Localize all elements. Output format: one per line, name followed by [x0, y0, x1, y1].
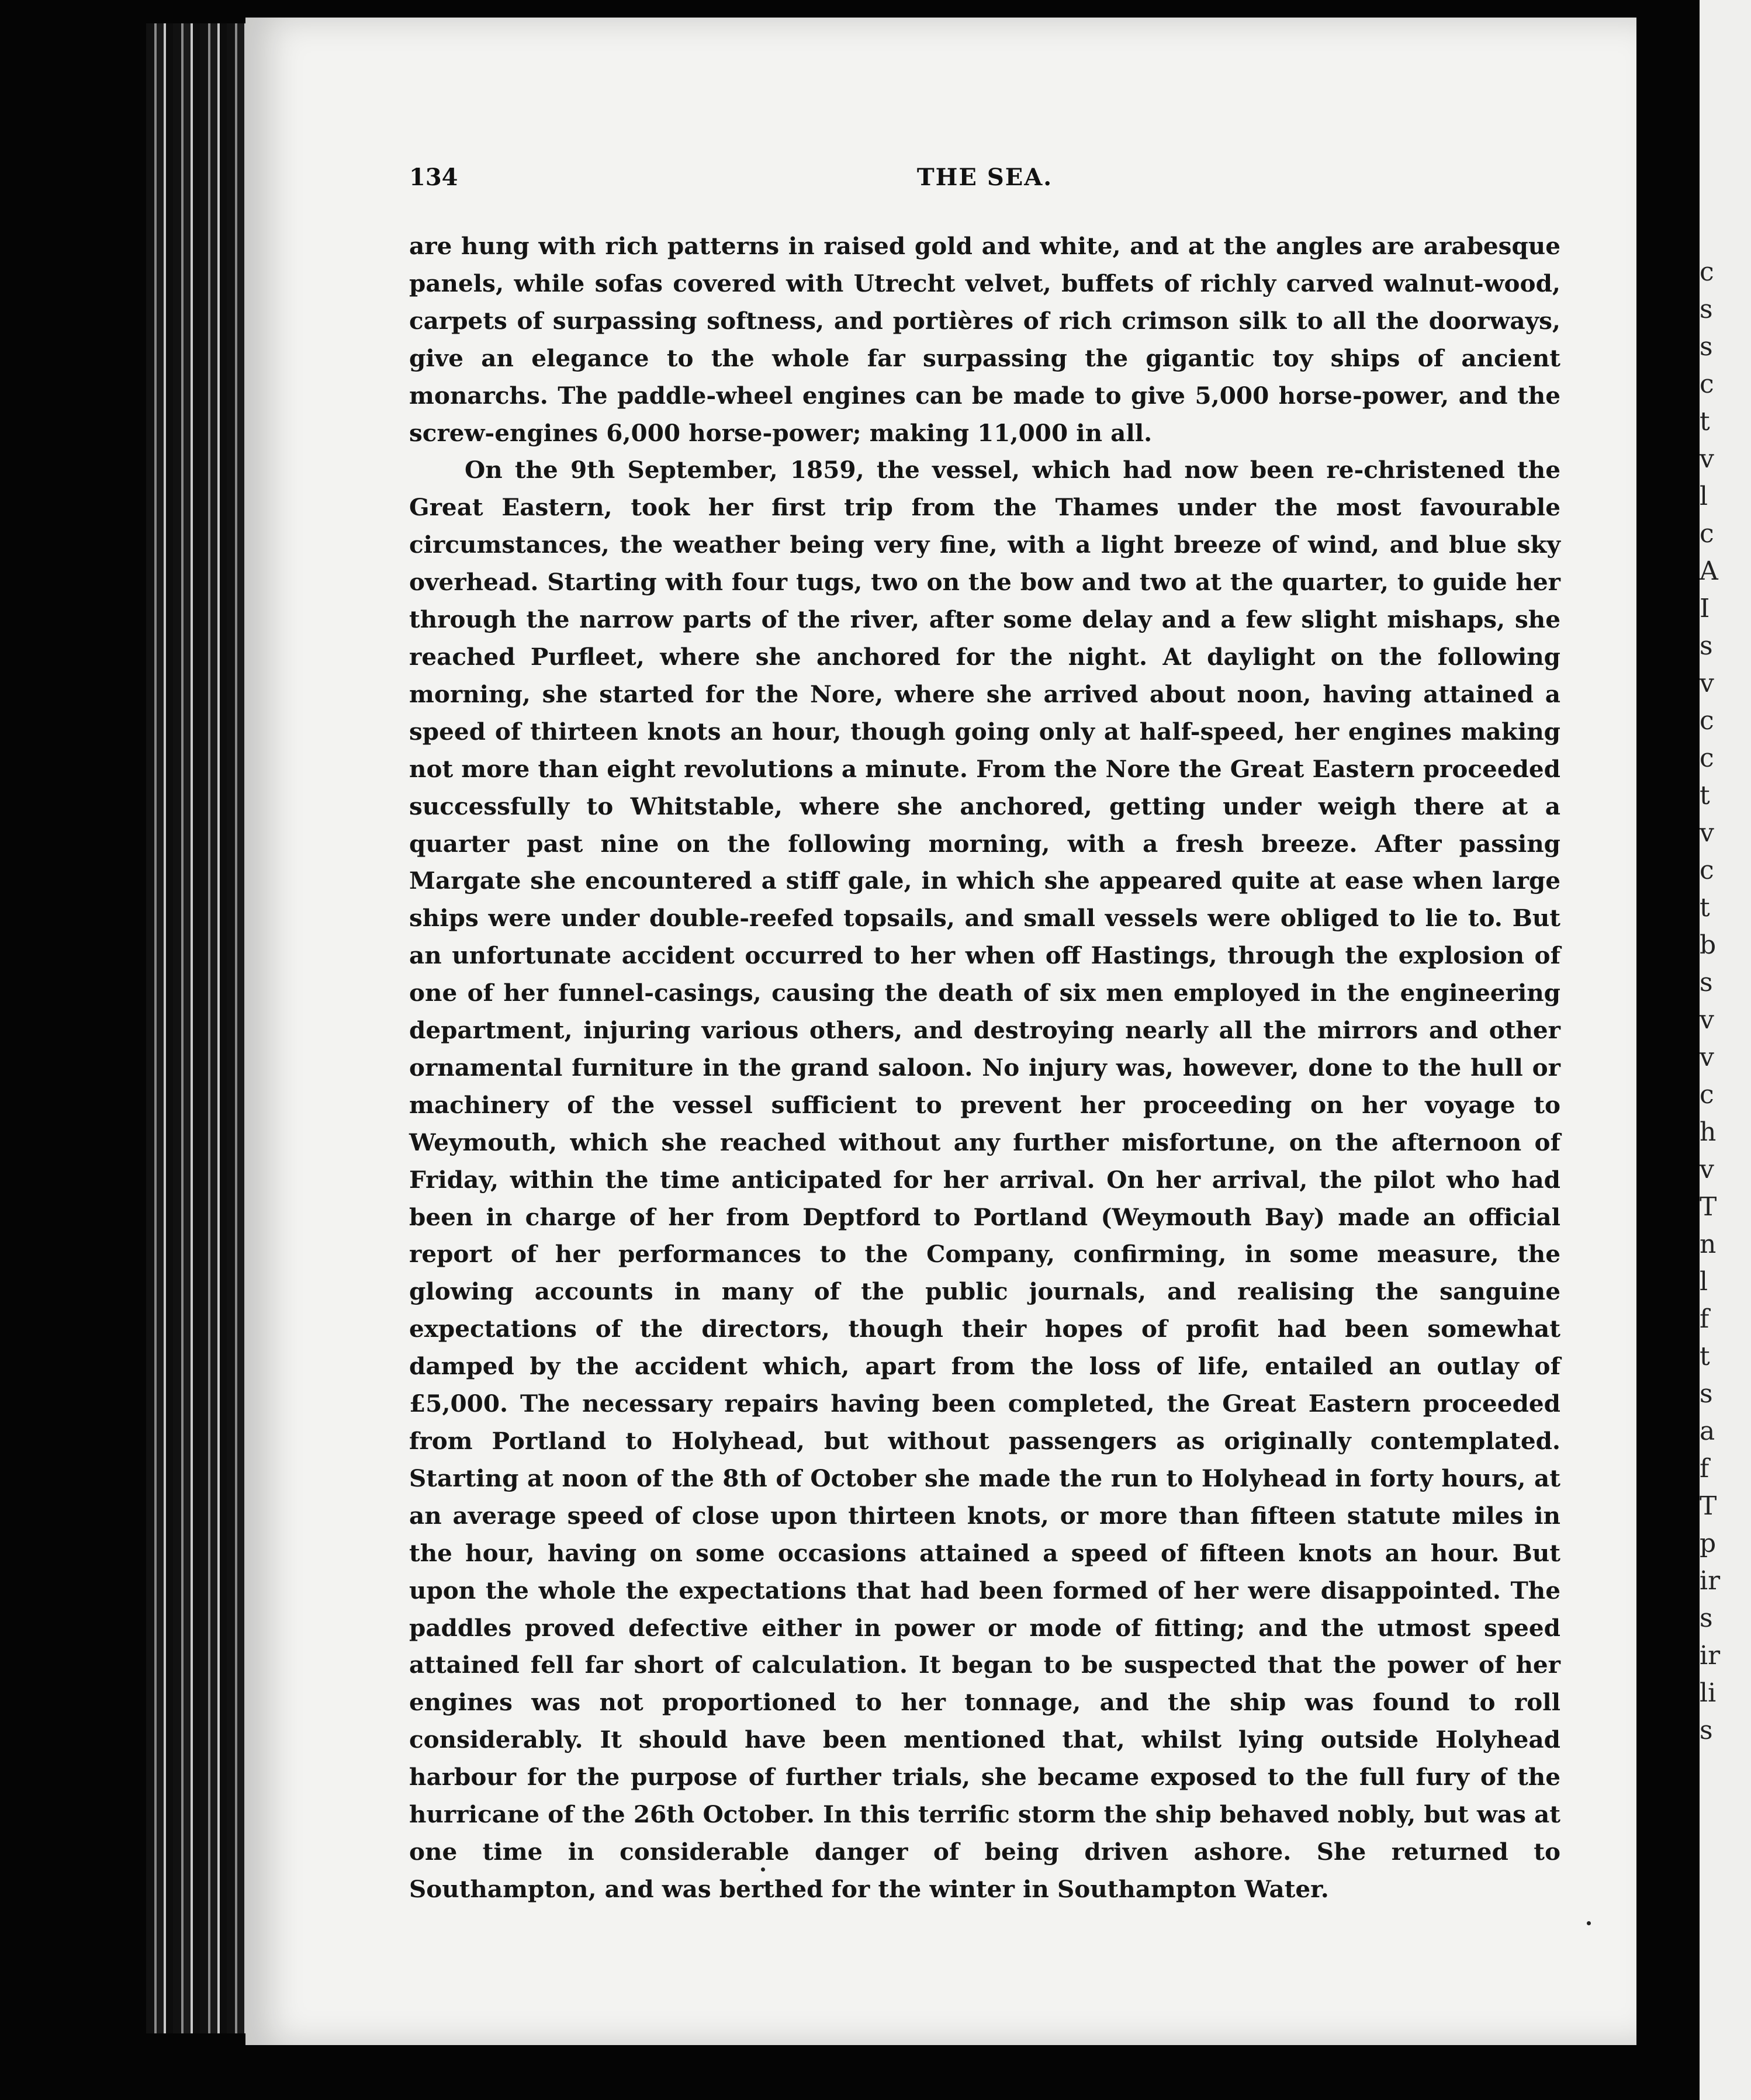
adjacent-page-fragment: T — [1700, 1192, 1717, 1222]
adjacent-page-fragment: s — [1700, 332, 1713, 362]
adjacent-page-fragment: s — [1700, 968, 1713, 997]
adjacent-page-fragment: v — [1700, 1005, 1714, 1035]
adjacent-page-fragment: c — [1700, 706, 1714, 736]
adjacent-page-fragment: v — [1700, 818, 1714, 848]
body-text — [409, 228, 1560, 1908]
adjacent-page-fragment: v — [1700, 444, 1714, 474]
adjacent-page-edge — [1700, 0, 1751, 2100]
adjacent-page-fragment: t — [1700, 1342, 1710, 1371]
adjacent-page-fragment: f — [1700, 1454, 1710, 1484]
adjacent-page-fragment: A — [1700, 556, 1718, 586]
adjacent-page-fragment: v — [1700, 668, 1714, 698]
adjacent-page-fragment: n — [1700, 1229, 1717, 1259]
ink-speck — [1587, 1921, 1591, 1925]
adjacent-page-fragment: ir — [1700, 1641, 1721, 1671]
ink-speck — [761, 1867, 765, 1872]
page-number: 134 — [409, 164, 458, 191]
adjacent-page-fragment: c — [1700, 743, 1714, 773]
adjacent-page-fragment: v — [1700, 1042, 1714, 1072]
paragraph-continuation: are hung with rich patterns in raised gold and white, and at the angles are arabesque panels, while sofas covered with Utrecht velvet, buffets of richly carved walnut-wood, carpets of surpassing softness, and portières of rich crimson silk to all the doorways, give an elegance to the whole far surpassing the gigantic toy ships of ancient monarchs. The paddle-wheel engines can be made to give 5,000 horse-power, and the screw-engines 6,000 horse-power; making 11,000 in all. — [409, 232, 1560, 447]
adjacent-page-fragment: v — [1700, 1155, 1714, 1184]
adjacent-page-fragment: l — [1700, 1267, 1708, 1297]
page-header-title: THE SEA. — [916, 164, 1053, 191]
adjacent-page-fragment: s — [1700, 1379, 1713, 1409]
adjacent-page-fragment: I — [1700, 594, 1710, 623]
book-spine-edge — [146, 23, 251, 2033]
adjacent-page-fragment: t — [1700, 781, 1710, 810]
adjacent-page-fragment: c — [1700, 257, 1714, 287]
paragraph-great-eastern-trip: On the 9th September, 1859, the vessel, which had now been re-christened the Great Eastern, took her first trip from the Thames under the most favourable circumstances, the weather being very fine, with a light breeze of wind, and blue sky overhead. Starting with four tugs, two on the bow and two at the quarter, to guide her through the narrow parts of the river, after some delay and a few slight mishaps, she reached Purfleet, where she anchored for the night. At daylight on the following morning, she started for the Nore, where she arrived about noon, having attained a speed of thirteen knots an hour, though going only at half-speed, her engines making not more than eight revolutions a minute. From the Nore the Great Eastern proceeded successfully to Whitstable, where she anchored, getting under weigh there at a quarter past nine on the following morning, with a fresh breeze. After passing Margate she encountered a stiff gale, in which she appeared quite at ease when large ships were under double-reefed topsails, and small vessels were obliged to lie to. But an unfortunate accident occurred to her when off Hastings, through the explosion of one of her funnel-casings, causing the death of six men employed in the engineering department, injuring various others, and destroying nearly all the mirrors and other ornamental furniture in the grand saloon. No injury was, however, done to the hull or machinery of the vessel sufficient to prevent her proceeding on her voyage to Weymouth, which she reached without any further misfortune, on the afternoon of Friday, within the time anticipated for her arrival. On her arrival, the pilot who had been in charge of her from Deptford to Portland (Weymouth Bay) made an official report of her performances to the Company, confirming, in some measure, the glowing accounts in many of the public journals, and realising the sanguine expectations of the directors, though their hopes of profit had been somewhat damped by the accident which, apart from the loss of life, entailed an outlay of £5,000. The necessary repairs having been completed, the Great Eastern proceeded from Portland to Holyhead, but without passengers as originally contemplated. Starting at noon of the 8th of October she made the run to Holyhead in forty hours, at an average speed of close upon thirteen knots, or more than fifteen statute miles in the hour, having on some occasions attained a speed of fifteen knots an hour. But upon the whole the expectations that had been formed of her were disappointed. The paddles proved defective either in power or mode of fitting; and the utmost speed attained fell far short of calculation. It began to be suspected that the power of her engines was not proportioned to her tonnage, and the ship was found to roll considerably. It should have been mentioned that, whilst lying outside Holyhead harbour for the purpose of further trials, she became exposed to the full fury of the hurricane of the 26th October. In this terrific storm the ship behaved nobly, but was at one time in considerable danger of being driven ashore. She returned to Southampton, and was berthed for the winter in Southampton Water. — [409, 456, 1560, 1903]
adjacent-page-fragment: s — [1700, 294, 1713, 324]
adjacent-page-fragment: f — [1700, 1304, 1710, 1334]
running-head — [409, 164, 1560, 205]
adjacent-page-fragment: p — [1700, 1529, 1717, 1558]
adjacent-page-fragment: h — [1700, 1117, 1717, 1147]
adjacent-page-fragment: c — [1700, 369, 1714, 399]
adjacent-page-fragment: s — [1700, 1716, 1713, 1745]
adjacent-page-fragment: c — [1700, 1080, 1714, 1110]
adjacent-page-fragment: t — [1700, 407, 1710, 436]
adjacent-page-fragment: ir — [1700, 1566, 1721, 1596]
adjacent-page-fragment: li — [1700, 1678, 1717, 1708]
adjacent-page-fragment: c — [1700, 519, 1714, 549]
adjacent-page-fragment: l — [1700, 481, 1708, 511]
adjacent-page-fragment: s — [1700, 631, 1713, 661]
adjacent-page-fragment: t — [1700, 893, 1710, 923]
adjacent-page-fragment: b — [1700, 930, 1717, 960]
adjacent-page-fragment: a — [1700, 1416, 1715, 1446]
adjacent-page-fragment: T — [1700, 1491, 1717, 1521]
adjacent-page-fragment: s — [1700, 1603, 1713, 1633]
adjacent-page-fragment: c — [1700, 855, 1714, 885]
